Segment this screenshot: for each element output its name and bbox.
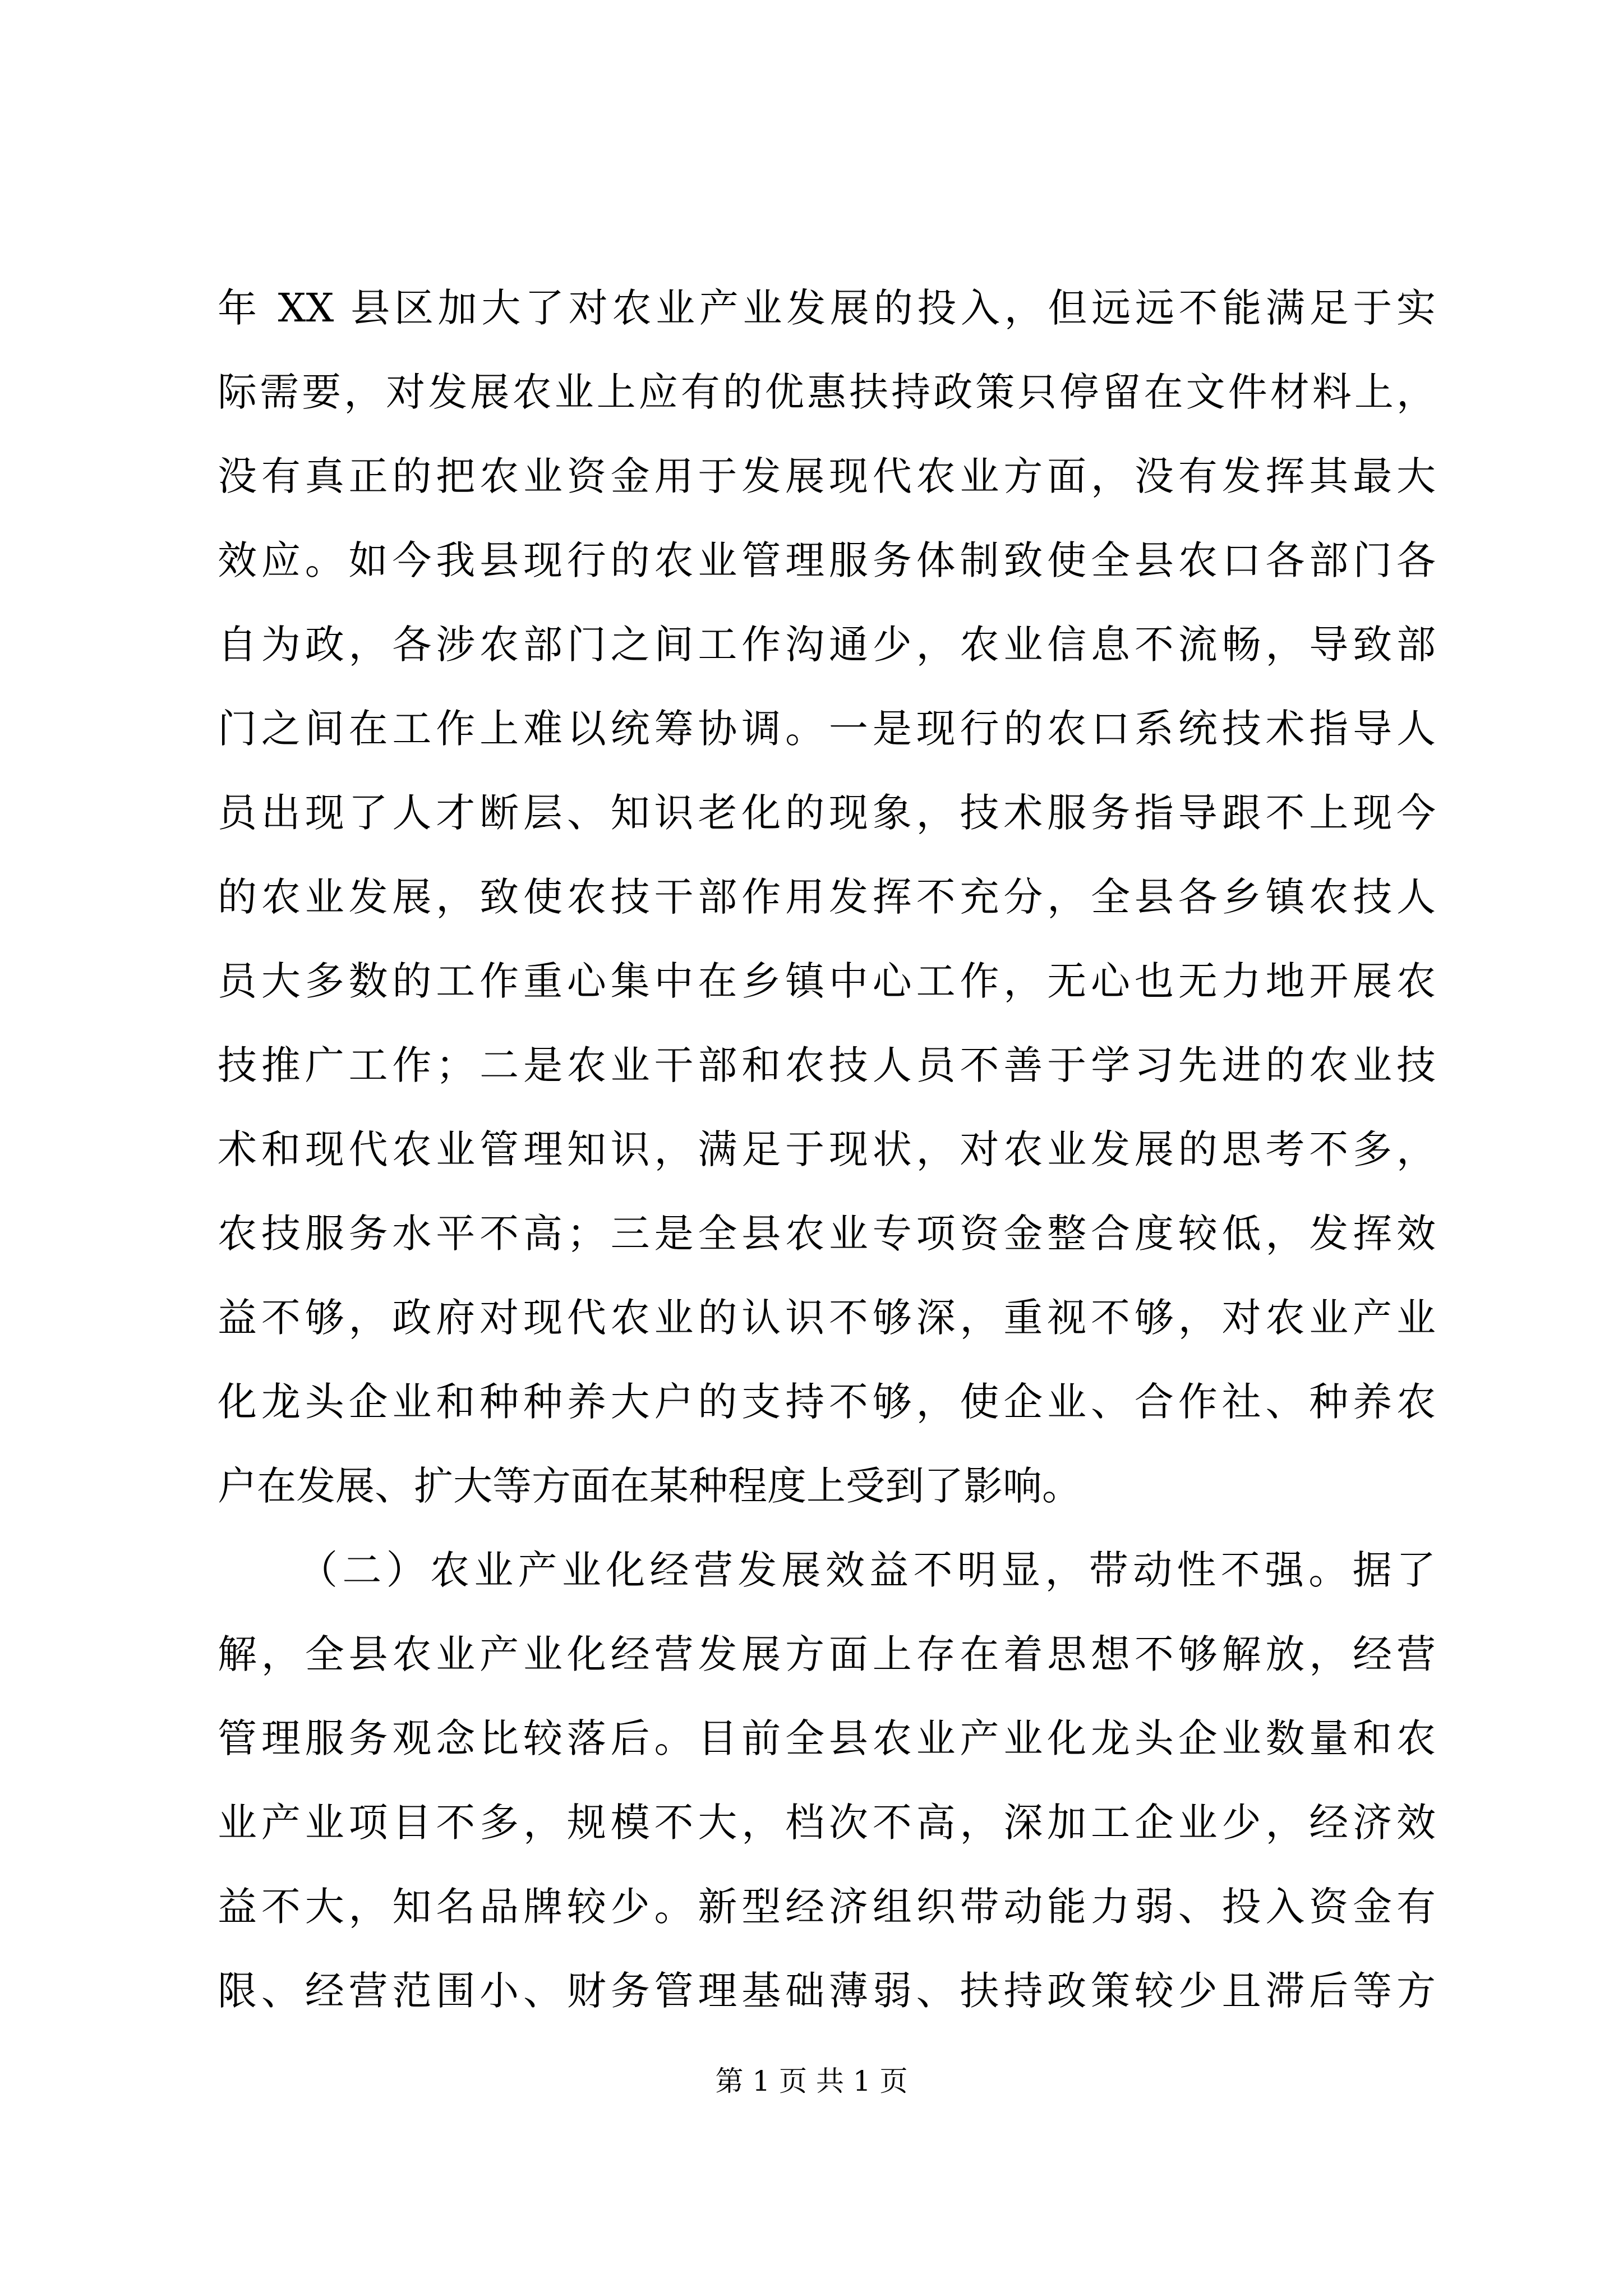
text-line: 管理服务观念比较落后。目前全县农业产业化龙头企业数量和农 <box>218 1715 1436 1761</box>
text-line: 益不够，政府对现代农业的认识不够深，重视不够，对农业产业 <box>218 1295 1436 1341</box>
page-number-footer: 第 1 页 共 1 页 <box>715 2065 908 2097</box>
text-line: 自为政，各涉农部门之间工作沟通少，农业信息不流畅，导致部 <box>218 622 1436 668</box>
body-text <box>218 266 1436 2033</box>
text-line: 员大多数的工作重心集中在乡镇中心工作，无心也无力地开展农 <box>218 958 1436 1004</box>
text-line: 解，全县农业产业化经营发展方面上存在着思想不够解放，经营 <box>218 1631 1436 1677</box>
text-line: 农技服务水平不高；三是全县农业专项资金整合度较低，发挥效 <box>218 1211 1436 1257</box>
text-line: （二）农业产业化经营发展效益不明显，带动性不强。据了 <box>298 1547 1436 1593</box>
text-line: 化龙头企业和种种养大户的支持不够，使企业、合作社、种养农 <box>218 1379 1436 1425</box>
text-line: 年 XX 县区加大了对农业产业发展的投入，但远远不能满足于实 <box>218 285 1436 331</box>
text-line: 术和现代农业管理知识，满足于现状，对农业发展的思考不多， <box>218 1126 1436 1172</box>
text-line: 户在发展、扩大等方面在某种程度上受到了影响。 <box>218 1463 1081 1509</box>
text-line: 益不大，知名品牌较少。新型经济组织带动能力弱、投入资金有 <box>218 1884 1436 1930</box>
text-line: 门之间在工作上难以统筹协调。一是现行的农口系统技术指导人 <box>218 706 1436 752</box>
text-line: 技推广工作；二是农业干部和农技人员不善于学习先进的农业技 <box>218 1042 1436 1088</box>
text-line: 效应。如今我县现行的农业管理服务体制致使全县农口各部门各 <box>218 537 1436 583</box>
text-line: 员出现了人才断层、知识老化的现象，技术服务指导跟不上现今 <box>218 790 1436 836</box>
text-line: 的农业发展，致使农技干部作用发挥不充分，全县各乡镇农技人 <box>218 874 1436 920</box>
text-line: 没有真正的把农业资金用于发展现代农业方面，没有发挥其最大 <box>218 453 1436 499</box>
text-line: 限、经营范围小、财务管理基础薄弱、扶持政策较少且滞后等方 <box>218 1968 1436 2014</box>
text-line: 业产业项目不多，规模不大，档次不高，深加工企业少，经济效 <box>218 1800 1436 1846</box>
text-line: 际需要，对发展农业上应有的优惠扶持政策只停留在文件材料上， <box>218 369 1436 415</box>
